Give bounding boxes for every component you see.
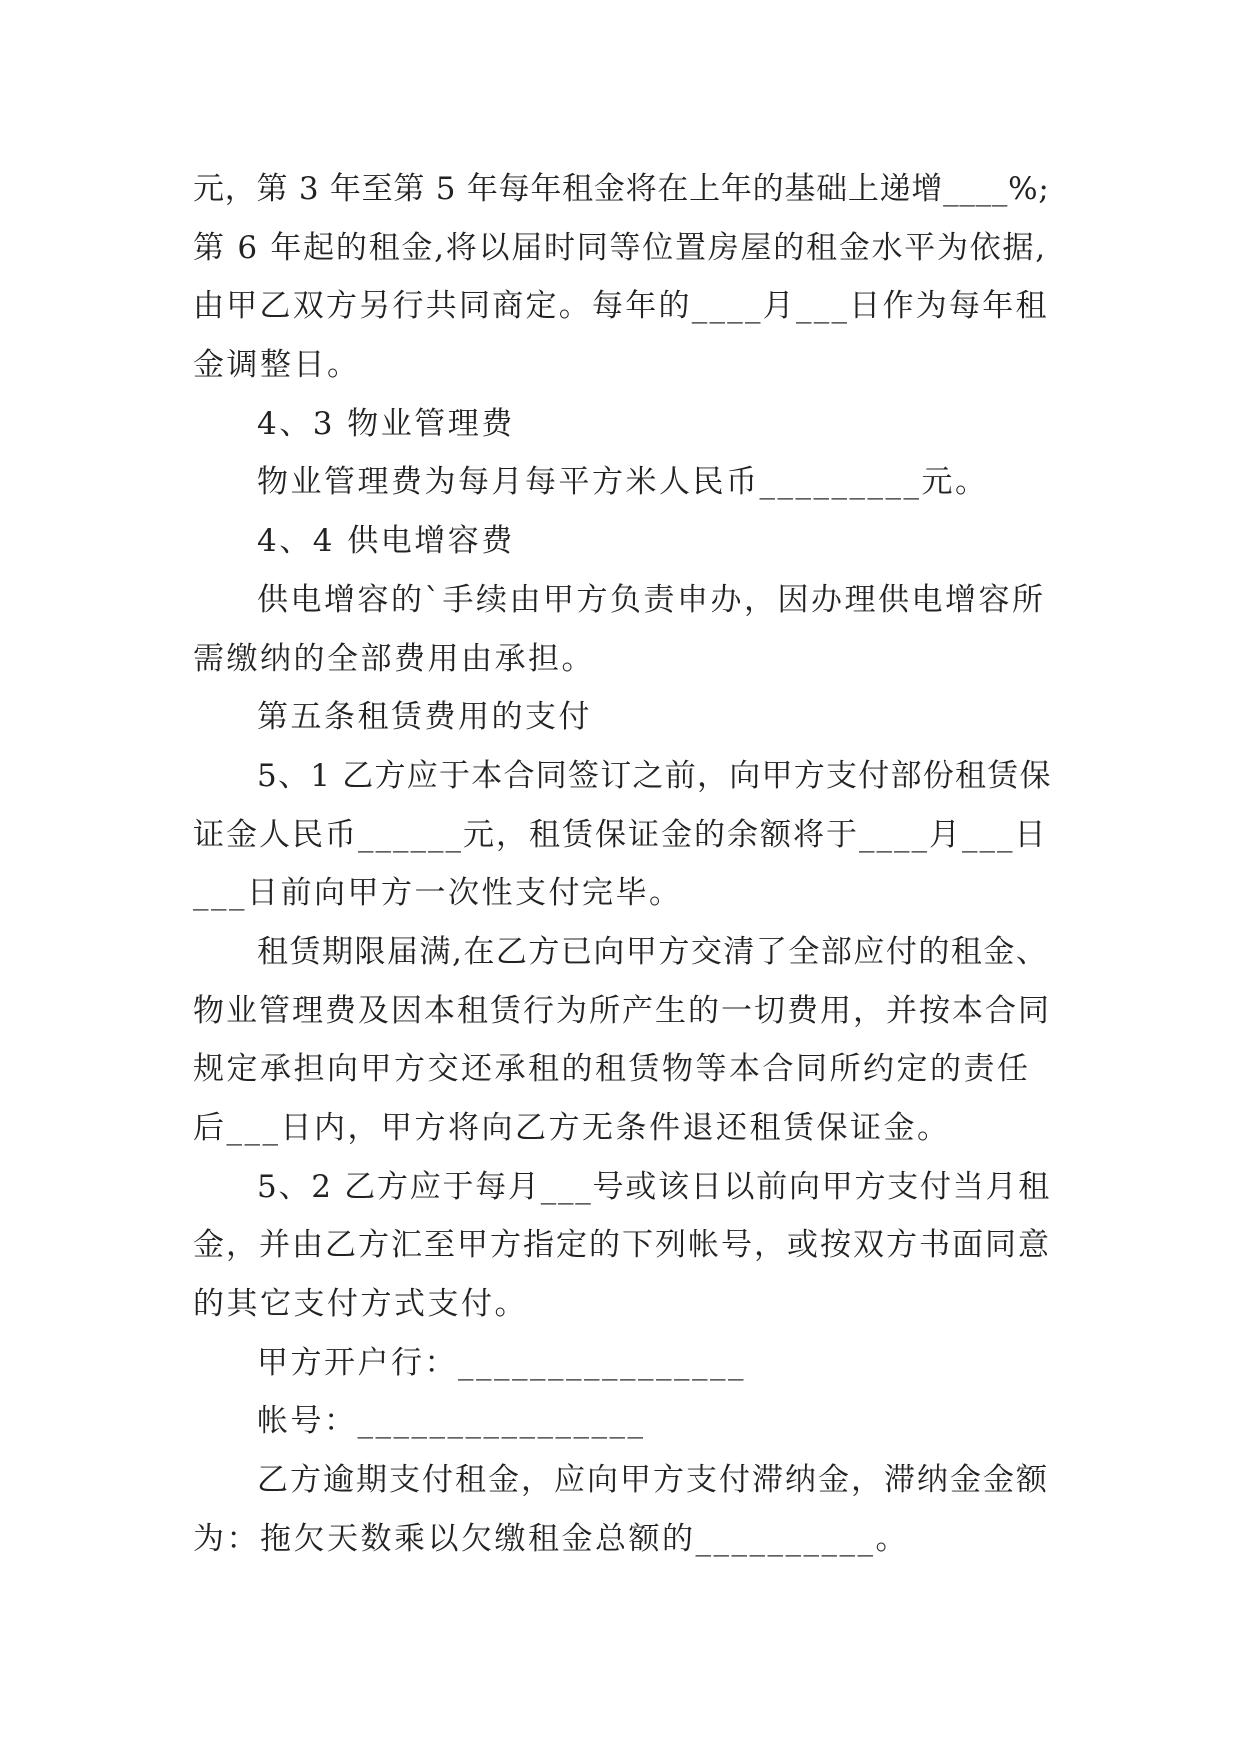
text-line: 金，并由乙方汇至甲方指定的下列帐号，或按双方书面同意 bbox=[193, 1227, 1051, 1264]
text-line: 元，第 3 年至第 5 年每年租金将在上年的基础上递增____%; bbox=[193, 171, 1050, 207]
text-line: 需缴纳的全部费用由承担。 bbox=[193, 640, 595, 677]
text-line: 5、2 乙方应于每月___号或该日以前向甲方支付当月租 bbox=[257, 1168, 1052, 1205]
account-field-line: 帐号：________________ bbox=[257, 1403, 646, 1440]
document-page bbox=[193, 160, 1053, 1569]
section-heading-4-3: 4、3 物业管理费 bbox=[257, 405, 515, 442]
text-line: 后___日内，甲方将向乙方无条件退还租赁保证金。 bbox=[193, 1110, 951, 1146]
text-line: 供电增容的`手续由甲方负责申办，因办理供电增容所 bbox=[257, 581, 1046, 618]
text-line: 5、1 乙方应于本合同签订之前，向甲方支付部份租赁保 bbox=[257, 757, 1052, 794]
bank-field-line: 甲方开户行：________________ bbox=[257, 1344, 746, 1381]
text-line: 由甲乙双方另行共同商定。每年的____月___日作为每年租 bbox=[193, 288, 1049, 325]
text-line: 金调整日。 bbox=[193, 347, 361, 384]
text-line: 证金人民币______元，租赁保证金的余额将于____月___日 bbox=[193, 816, 1048, 853]
text-line: 物业管理费及因本租赁行为所产生的一切费用，并按本合同 bbox=[193, 992, 1051, 1029]
text-line: 的其它支付方式支付。 bbox=[193, 1286, 528, 1323]
text-line: 租赁期限届满,在乙方已向甲方交清了全部应付的租金、 bbox=[257, 933, 1049, 970]
text-line: 规定承担向甲方交还承租的租赁物等本合同所约定的责任 bbox=[193, 1051, 1031, 1088]
text-line: 第 6 年起的租金,将以届时同等位置房屋的租金水平为依据, bbox=[193, 229, 1047, 266]
text-line: 物业管理费为每月每平方米人民币_________元。 bbox=[257, 464, 989, 501]
section-heading-4-4: 4、4 供电增容费 bbox=[257, 523, 515, 560]
text-line: 为：拖欠天数乘以欠缴租金总额的__________。 bbox=[193, 1520, 909, 1557]
text-line: ___日前向甲方一次性支付完毕。 bbox=[193, 875, 683, 912]
text-line: 乙方逾期支付租金，应向甲方支付滞纳金，滞纳金金额 bbox=[257, 1462, 1049, 1499]
article-heading-5: 第五条租赁费用的支付 bbox=[257, 699, 592, 736]
